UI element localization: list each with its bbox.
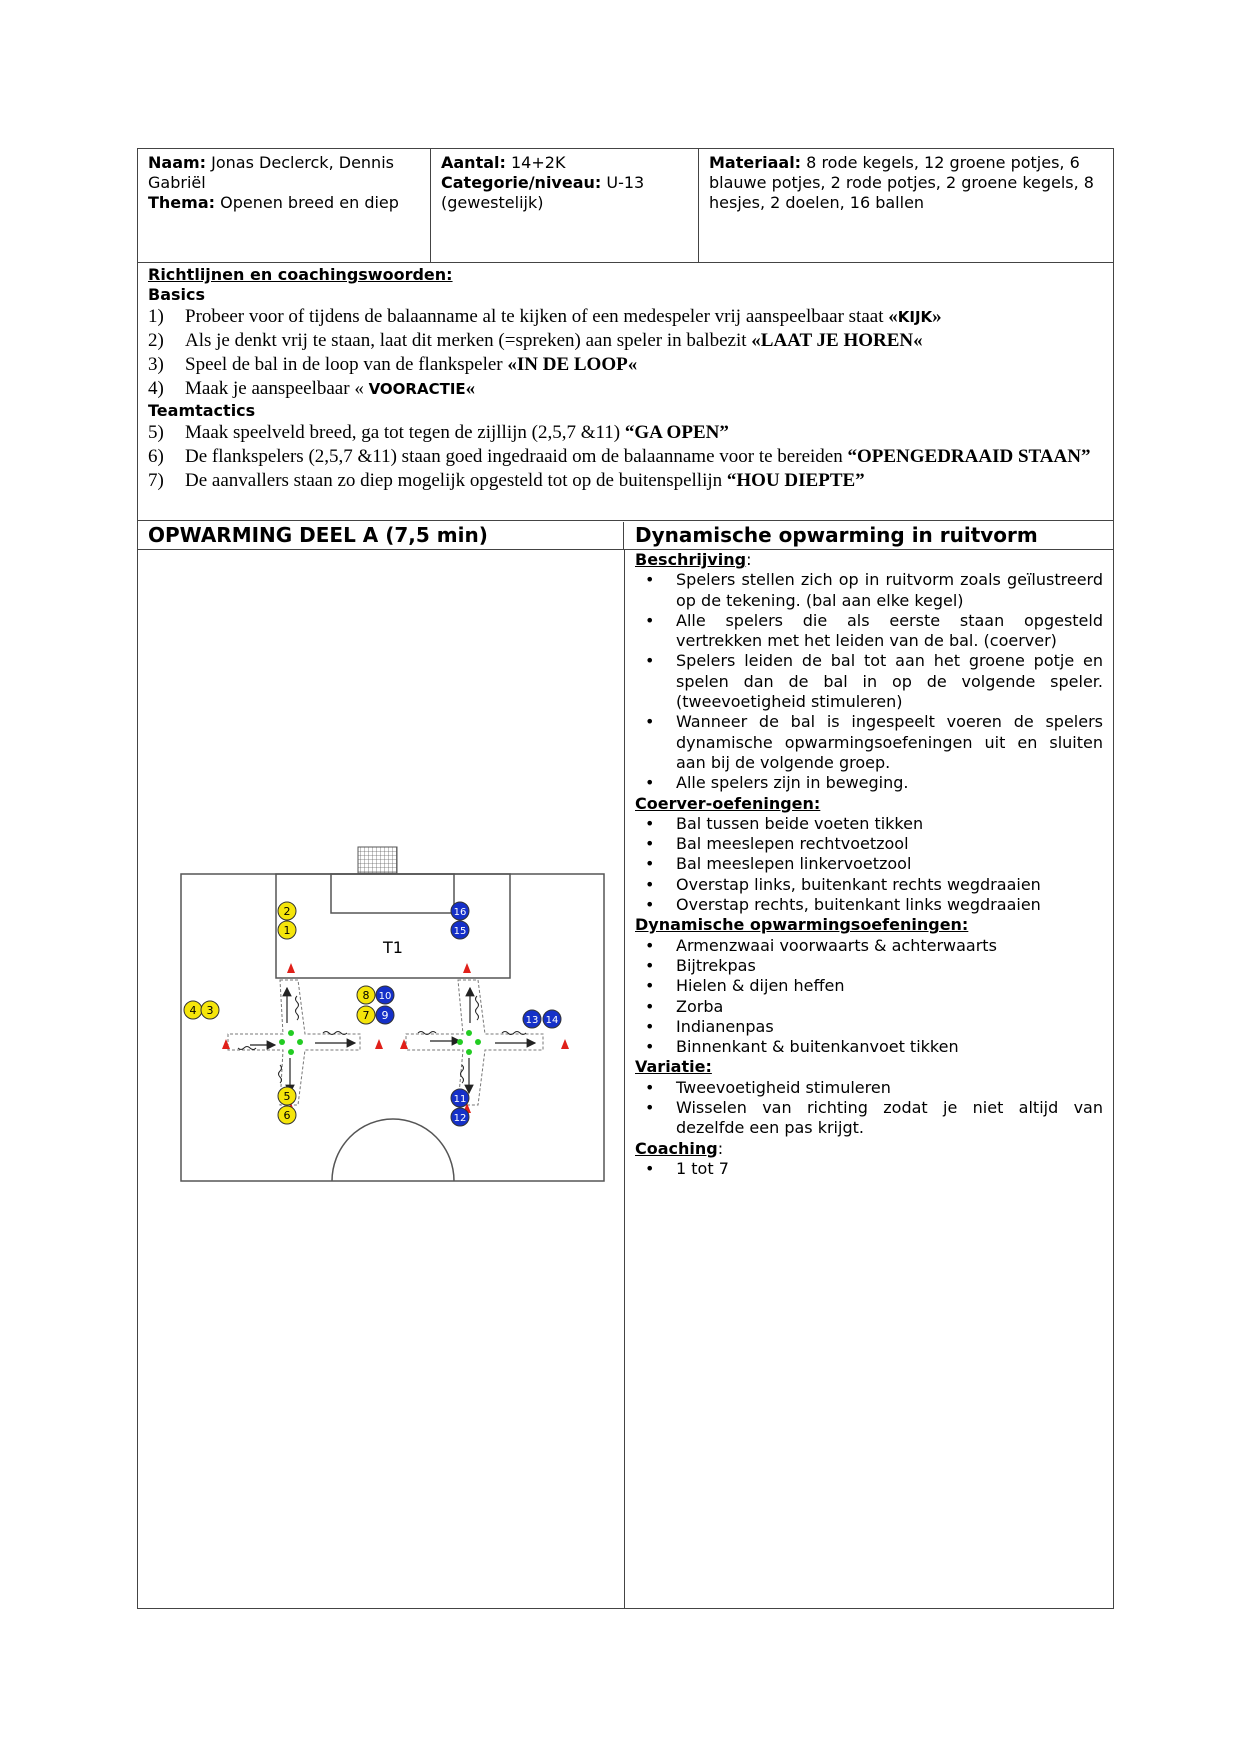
coerver-heading: Coerver-oefeningen: [635,793,821,813]
yellow-player-number: 5 [283,1090,291,1103]
blue-player-number: 10 [378,991,392,1002]
exercise-title: Dynamische opwarming in ruitvorm [635,523,1038,547]
list-item: • Spelers leiden de bal tot aan het groene potje en spelen dan de bal in op de volgende speler. (tweevoetigheid stimuleren) [635,651,1103,712]
dynamisch-heading: Dynamische opwarmingsoefeningen: [635,915,969,935]
header-cell-count [431,149,699,262]
section-title-row [138,522,1113,550]
aantal-label: Aantal: [441,153,506,172]
thema-label: Thema: [148,193,216,212]
coaching-list [635,1159,1103,1179]
yellow-player-number: 3 [206,1004,214,1017]
list-item: • Alle spelers zijn in beweging. [635,773,1103,793]
list-item: • Overstap links, buitenkant rechts wegdraaien [635,875,1103,895]
yellow-player-number: 1 [283,924,291,937]
list-item: • 1 tot 7 [635,1159,1103,1179]
list-item: • Alle spelers die als eerste staan opgesteld vertrekken met het leiden van de bal. (coerver) [635,611,1103,652]
header-cell-material [699,149,1113,262]
yellow-player-number: 6 [283,1109,291,1122]
variatie-heading: Variatie: [635,1057,712,1077]
blue-player-number: 11 [453,1094,467,1105]
warmup-title: OPWARMING DEEL A (7,5 min) [138,522,624,549]
blue-player-number: 12 [453,1113,467,1124]
guideline-item: 2) Als je denkt vrij te staan, laat dit merken (=spreken) aan speler in balbezit «LAAT JE HOREN« [148,330,923,351]
coerver-list [635,814,1103,915]
dynamisch-list [635,936,1103,1058]
yellow-player-number: 8 [362,989,370,1002]
beschrijving-list [635,570,1103,793]
basics-title: Basics [148,285,206,304]
diagram-cell [138,550,625,1608]
pitch-diagram [180,843,605,1183]
yellow-player-number: 7 [362,1009,370,1022]
pitch-outline [181,874,604,1181]
beschrijving-colon: : [746,550,752,569]
blue-player-number: 9 [381,1009,389,1022]
list-item: • Spelers stellen zich op in ruitvorm zoals geïlustreerd op de tekening. (bal aan elke kegel) [635,570,1103,611]
guideline-item: 6) De flankspelers (2,5,7 &11) staan goed ingedraaid om de balaanname voor te bereiden “OPENGEDRAAID STAAN” [148,446,1091,467]
guidelines-title: Richtlijnen en coachingswoorden: [148,265,453,284]
description-cell [625,550,1113,1608]
materiaal-value: 8 rode kegels, 12 groene potjes, 6 blauwe potjes, 2 rode potjes, 2 groene kegels, 8 hesjes, 2 doelen, 16 ballen [709,153,1094,212]
variatie-list [635,1078,1103,1139]
guidelines-section [138,263,1113,521]
guideline-item: 1) Probeer voor of tijdens de balaanname al te kijken of een medespeler vrij aanspeelbaar staat «KIJK» [148,306,942,327]
yellow-player-number: 4 [189,1004,197,1017]
list-item: • Tweevoetigheid stimuleren [635,1078,1103,1098]
materiaal-label: Materiaal: [709,153,802,172]
naam-value: Jonas Declerck, Dennis Gabriël [148,153,394,192]
guideline-item: 3) Speel de bal in de loop van de flankspeler «IN DE LOOP« [148,354,638,375]
thema-value: Openen breed en diep [220,193,399,212]
teamtactics-title: Teamtactics [148,401,256,420]
exercise-body-row [138,550,1113,1608]
categorie-label: Categorie/niveau: [441,173,602,192]
coaching-heading: Coaching [635,1138,718,1158]
beschrijving-heading: Beschrijving [635,550,747,569]
guideline-item: 7) De aanvallers staan zo diep mogelijk opgesteld tot op de buitenspellijn “HOU DIEPTE” [148,470,865,491]
list-item: • Bal meeslepen rechtvoetzool [635,834,1103,854]
list-item: • Wisselen van richting zodat je niet altijd van dezelfde een pas krijgt. [635,1098,1103,1139]
session-sheet [137,148,1114,1609]
blue-player-number: 16 [453,907,467,918]
blue-player-number: 15 [453,926,467,937]
naam-label: Naam: [148,153,207,172]
header-cell-names [138,149,431,262]
list-item: • Zorba [635,997,1103,1017]
categorie-value: U-13 (gewestelijk) [441,173,645,212]
list-item: • Indianenpas [635,1017,1103,1037]
list-item: • Bijtrekpas [635,956,1103,976]
guideline-item: 4) Maak je aanspeelbaar « VOORACTIE« [148,378,476,399]
list-item: • Armenzwaai voorwaarts & achterwaarts [635,936,1103,956]
list-item: • Bal meeslepen linkervoetzool [635,854,1103,874]
aantal-value: 14+2K [511,153,566,172]
coaching-colon: : [717,1138,724,1158]
header-row [138,149,1113,263]
list-item: • Overstap rechts, buitenkant links wegdraaien [635,895,1103,915]
blue-player-number: 13 [525,1015,539,1026]
zone-label: T1 [383,938,403,957]
list-item: • Binnenkant & buitenkanvoet tikken [635,1037,1103,1057]
guideline-item: 5) Maak speelveld breed, ga tot tegen de zijllijn (2,5,7 &11) “GA OPEN” [148,422,729,443]
goal-net [358,847,397,873]
blue-player-number: 14 [545,1015,559,1026]
list-item: • Hielen & dijen heffen [635,976,1103,996]
list-item: • Wanneer de bal is ingespeelt voeren de spelers dynamische opwarmingsoefeningen uit en sluiten aan bij de volgende groep. [635,712,1103,773]
list-item: • Bal tussen beide voeten tikken [635,814,1103,834]
yellow-player-number: 2 [283,905,291,918]
